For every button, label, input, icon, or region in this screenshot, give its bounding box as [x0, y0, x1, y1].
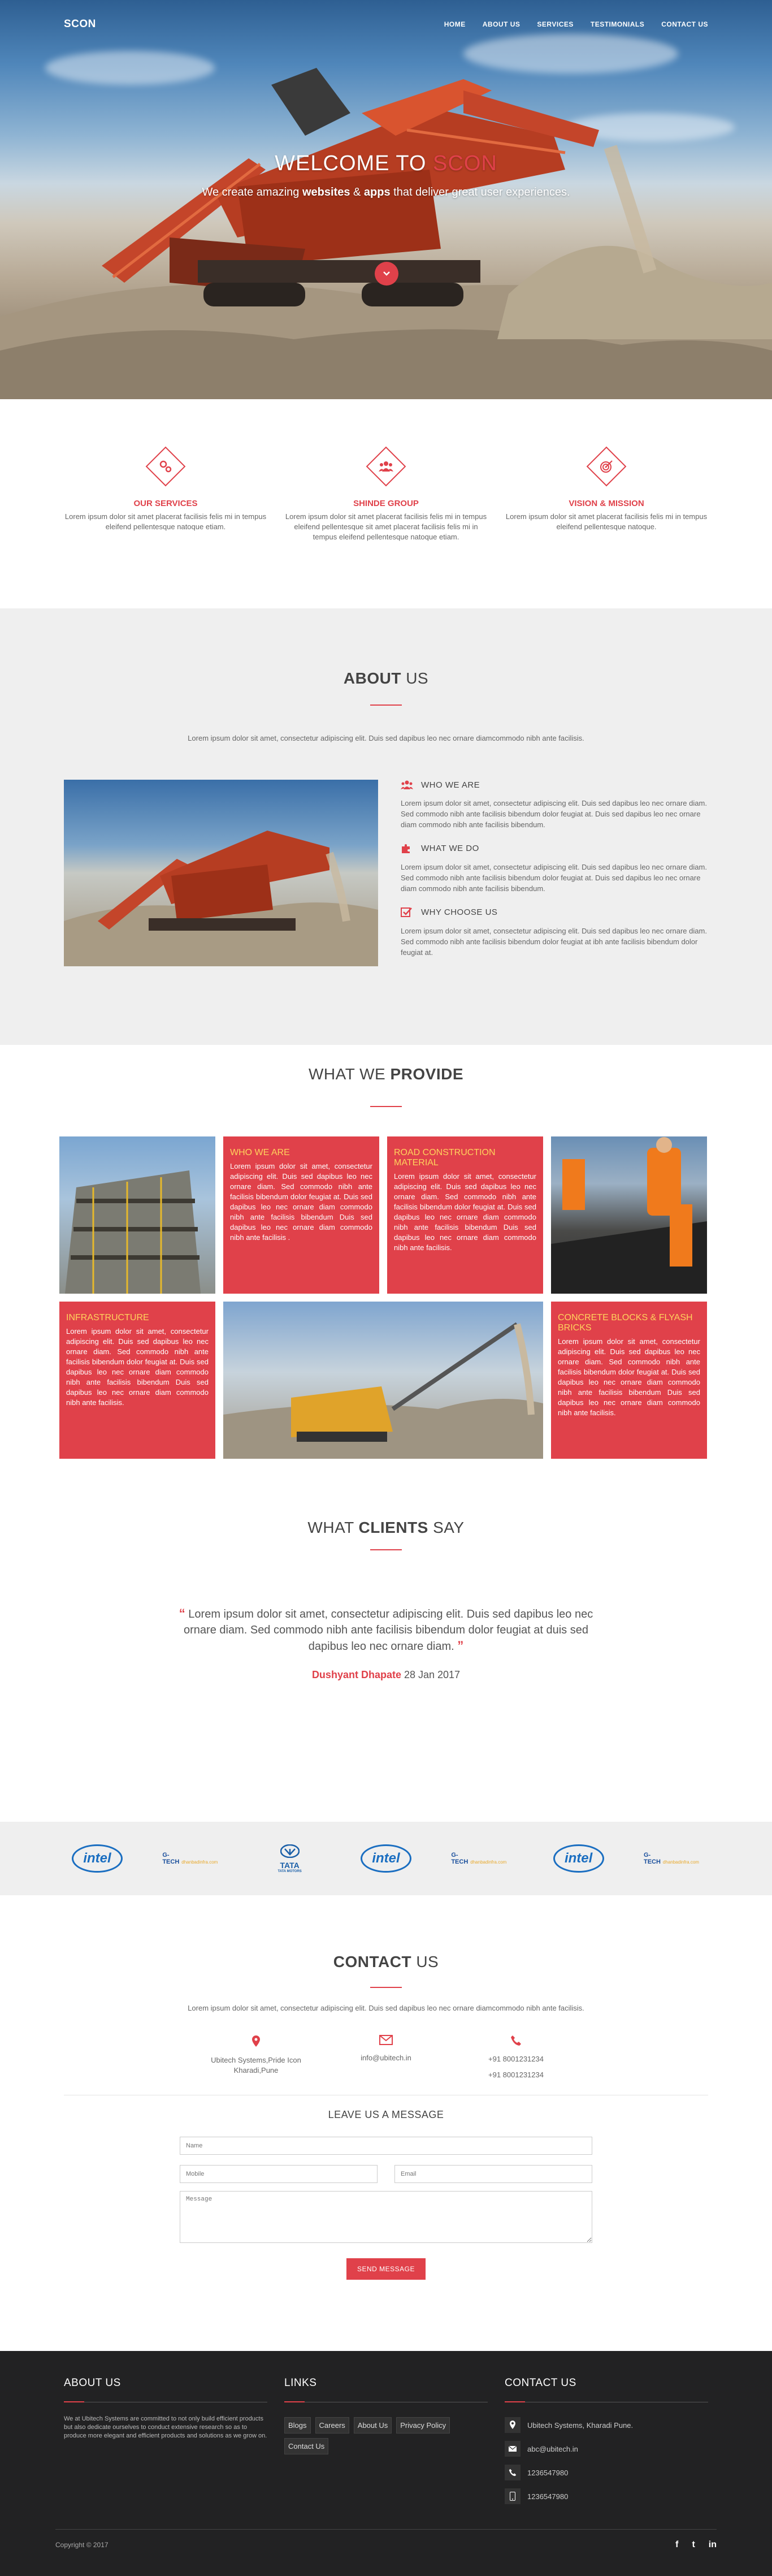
footer-phone: [505, 2465, 708, 2480]
provide-card-who-we-are: [223, 1136, 379, 1294]
contact-form: [180, 2137, 592, 2280]
feature-text: Lorem ipsum dolor sit amet placerat facilisis felis mi in tempus eleifend pellentesque natoque etiam.: [64, 512, 267, 531]
address-line-2: Kharadi,Pune: [233, 2066, 279, 2074]
hero-sub-1: We create amazing: [202, 186, 302, 198]
about-item-text: Lorem ipsum dolor sit amet, consectetur adipiscing elit. Duis sed dapibus leo nec ornare diam. Sed commodo nibh ante facilisis bibendum dolor feugiat at. Duis sed dapibus leo nec ornare diam commodo nibh ante facilisis bibendum.: [401, 799, 707, 829]
provide-card-text: Lorem ipsum dolor sit amet, consectetur adipiscing elit. Duis sed dapibus leo nec ornare diam. Sed commodo nibh ante facilisis bibendum dolor feugiat at. Duis sed dapibus leo nec ornare diam commodo nibh ante facilisis bibendum Duis sed dapibus leo nec ornare diam commodo nibh ante facilisis.: [394, 1172, 536, 1252]
contact-email: [324, 2035, 448, 2080]
author-name: Dushyant Dhapate: [311, 1669, 401, 1680]
footer-links: [284, 2377, 488, 2504]
about-machine-image: [64, 780, 378, 966]
client-logo-intel[interactable]: [66, 1842, 128, 1875]
about-item-who-we-are: [401, 780, 708, 830]
footer-phone-text[interactable]: 1236547980: [527, 2468, 569, 2477]
provide-card-title: INFRASTRUCTURE: [66, 1313, 149, 1322]
hero-subtitle: [0, 186, 772, 199]
provide-card-text: Lorem ipsum dolor sit amet, consectetur adipiscing elit. Duis sed dapibus leo nec ornare diam. Sed commodo nibh ante facilisis bibendum dolor feugiat at. Duis sed dapibus leo nec ornare diam commodo nibh ante facilisis bibendum Duis sed dapibus leo nec ornare diam commodo nibh ante facilisis.: [66, 1327, 209, 1407]
about-item-heading: [401, 780, 708, 790]
map-marker-icon: [509, 2421, 516, 2430]
intel-logo: intel: [361, 1844, 411, 1873]
about-title-rest: US: [401, 669, 429, 687]
feature-title: SHINDE GROUP: [353, 499, 419, 508]
hero-title: [0, 152, 772, 176]
footer-icon-box: [505, 2417, 521, 2433]
message-textarea[interactable]: [180, 2191, 592, 2243]
name-input[interactable]: [180, 2137, 592, 2155]
gtech-logo: [644, 1852, 706, 1865]
puzzle-icon: [401, 842, 412, 854]
hero-section: [0, 0, 772, 399]
nav-contact-us[interactable]: CONTACT US: [661, 20, 708, 28]
provide-section: [0, 1045, 772, 1497]
road-paving-workers-image: [551, 1136, 707, 1294]
hero-title-prefix: WELCOME TO: [275, 152, 433, 175]
gtech-logo: [162, 1852, 224, 1865]
gtech-name: G-TECH: [643, 1852, 661, 1865]
provide-grid: [59, 1136, 713, 1459]
about-item-title: WHAT WE DO: [421, 843, 479, 853]
provide-title-bold: PROVIDE: [390, 1065, 464, 1083]
quote-text: Lorem ipsum dolor sit amet, consectetur adipiscing elit. Duis sed dapibus leo nec ornare diam. Sed commodo nibh ante facilisis bibendum dolor feugiat at duis sed dapibus leo nec ornare diam.: [184, 1608, 593, 1653]
hero-sub-5: that deliver great user experiences.: [390, 186, 570, 198]
provide-card-infrastructure: [59, 1302, 215, 1459]
nav-services[interactable]: SERVICES: [537, 20, 574, 28]
hero-sub-4: apps: [363, 186, 391, 198]
client-logo-gtech[interactable]: [451, 1842, 513, 1875]
contact-title-bold: CONTACT: [333, 1953, 412, 1970]
title-divider: [370, 704, 402, 706]
about-items: [401, 780, 708, 970]
phone-1[interactable]: +91 8001231234: [488, 2055, 544, 2063]
crusher-machine-image: [0, 0, 772, 399]
tata-sub: TATA MOTORS: [277, 1869, 302, 1873]
title-divider: [370, 1106, 402, 1107]
facebook-icon[interactable]: f: [675, 2540, 679, 2549]
footer-icon-box: [505, 2441, 521, 2457]
feature-our-services: [64, 447, 267, 542]
contact-title: [0, 1895, 772, 1971]
tata-emblem-icon: [280, 1844, 300, 1858]
footer-contact: [505, 2377, 708, 2504]
nav-testimonials[interactable]: TESTIMONIALS: [590, 20, 645, 28]
feature-text: Lorem ipsum dolor sit amet placerat facilisis felis mi in tempus eleifend pellentesque natoque.: [505, 512, 708, 531]
client-logo-intel[interactable]: [355, 1842, 417, 1875]
map-marker-icon: [251, 2035, 261, 2047]
hero-title-brand: SCON: [433, 152, 497, 175]
brand-logo[interactable]: SCON: [64, 18, 96, 30]
contact-info: [194, 2035, 578, 2080]
feature-diamond: [146, 447, 185, 486]
email-input[interactable]: [394, 2165, 592, 2183]
provide-card-road-construction: [387, 1136, 543, 1294]
scroll-down-button[interactable]: [375, 262, 398, 286]
features-section: [0, 399, 772, 608]
gtech-sub: dhanbadinfra.com: [662, 1860, 699, 1865]
title-divider: [370, 1549, 402, 1550]
footer-address-text: Ubitech Systems, Kharadi Pune.: [527, 2421, 634, 2430]
contact-subtitle: Lorem ipsum dolor sit amet, consectetur adipiscing elit. Duis sed dapibus leo nec ornare diamcommodo nibh ante facilisis.: [188, 2004, 584, 2012]
building-art: [59, 1136, 215, 1294]
testimonial-title-prefix: WHAT: [307, 1519, 359, 1536]
phone-2[interactable]: +91 8001231234: [488, 2071, 544, 2079]
footer-mobile: [505, 2488, 708, 2504]
users-icon: [379, 459, 393, 474]
building-construction-image: [59, 1136, 215, 1294]
about-title-bold: ABOUT: [343, 669, 401, 687]
footer-link-tags: [284, 2417, 488, 2454]
email-link[interactable]: info@ubitech.in: [361, 2054, 411, 2062]
provide-card-title: CONCRETE BLOCKS & FLYASH BRICKS: [558, 1313, 693, 1333]
check-square-icon: [401, 906, 412, 918]
title-divider: [370, 1987, 402, 1988]
provide-title: [0, 1045, 772, 1083]
testimonial-date: 28 Jan 2017: [401, 1669, 461, 1680]
about-item-title: WHO WE ARE: [421, 780, 480, 790]
social-links: [675, 2540, 717, 2550]
footer-contact-title: CONTACT US: [505, 2377, 708, 2402]
testimonial-author: [0, 1669, 772, 1681]
workers-art: [551, 1136, 707, 1294]
provide-card-concrete-blocks: [551, 1302, 707, 1459]
client-logo-gtech[interactable]: [644, 1842, 706, 1875]
footer-icon-box: [505, 2465, 521, 2480]
about-item-text: Lorem ipsum dolor sit amet, consectetur adipiscing elit. Duis sed dapibus leo nec ornare diam. Sed commodo nibh ante facilisis bibendum dolor feugiat at. Duis sed dapibus leo nec ornare diam commodo nibh ante facilisis bibendum.: [401, 863, 707, 893]
provide-card-title: WHO WE ARE: [230, 1148, 290, 1157]
footer-about-text: We at Ubitech Systems are committed to not only build efficient products but also dedicate ourselves to conduct extensive research so as to produce more elegant and efficient products and solutions as we grow on.: [64, 2415, 267, 2439]
tata-name: TATA: [280, 1860, 300, 1870]
feature-title: OUR SERVICES: [133, 499, 198, 508]
main-menu: [444, 20, 708, 28]
about-item-why-choose-us: [401, 906, 708, 958]
client-logo-intel[interactable]: [548, 1842, 610, 1875]
gtech-name: G-TECH: [451, 1852, 469, 1865]
intel-logo: intel: [553, 1844, 604, 1873]
about-image-art: [64, 780, 378, 966]
provide-title-prefix: WHAT WE: [308, 1065, 391, 1083]
gtech-sub: dhanbadinfra.com: [470, 1860, 507, 1865]
testimonial-quote: [177, 1606, 595, 1654]
testimonial-title: [0, 1497, 772, 1537]
testimonial-title-bold: CLIENTS: [358, 1519, 428, 1536]
twitter-icon[interactable]: t: [692, 2540, 695, 2549]
quote-right-icon: ”: [457, 1639, 464, 1653]
about-item-heading: [401, 906, 708, 918]
testimonial-section: [0, 1497, 772, 1822]
footer-link-blogs[interactable]: Blogs: [284, 2417, 311, 2434]
footer-links-title: LINKS: [284, 2377, 488, 2402]
gtech-name: G-TECH: [162, 1852, 180, 1865]
mobile-input[interactable]: [180, 2165, 378, 2183]
contact-title-rest: US: [411, 1953, 439, 1970]
hero-sub-2: websites: [302, 186, 350, 198]
hero-text: [0, 152, 772, 199]
feature-shinde-group: [284, 447, 488, 542]
gears-icon: [158, 459, 173, 474]
client-logo-gtech[interactable]: [162, 1842, 224, 1875]
envelope-icon: [509, 2446, 517, 2452]
contact-address: [194, 2035, 318, 2080]
footer-address: [505, 2417, 708, 2433]
about-section: [0, 608, 772, 1045]
chevron-down-icon: [382, 269, 391, 278]
nav-home[interactable]: HOME: [444, 20, 466, 28]
feature-title: VISION & MISSION: [569, 499, 644, 508]
footer-about: [64, 2377, 267, 2504]
provide-card-text: Lorem ipsum dolor sit amet, consectetur adipiscing elit. Duis sed dapibus leo nec ornare diam. Sed commodo nibh ante facilisis bibendum dolor feugiat at. Duis sed dapibus leo nec ornare diam commodo nibh ante facilisis bibendum Duis sed dapibus leo nec ornare diam commodo nibh ante facilisis .: [230, 1162, 372, 1242]
phone-icon: [509, 2469, 517, 2476]
gtech-logo: [451, 1852, 513, 1865]
footer-link-careers[interactable]: Careers: [315, 2417, 349, 2434]
about-item-heading: [401, 842, 708, 854]
send-message-button[interactable]: SEND MESSAGE: [346, 2258, 426, 2280]
footer-email: [505, 2441, 708, 2457]
about-item-text: Lorem ipsum dolor sit amet, consectetur adipiscing elit. Duis sed dapibus leo nec ornare diam. Sed commodo nibh ante facilisis bibendum dolor feugiat at ibh ante facilisis bibendum dolor feugiat at.: [401, 927, 707, 957]
copyright-text: Copyright © 2017: [55, 2541, 109, 2549]
intel-logo: intel: [72, 1844, 123, 1873]
provide-card-title: ROAD CONSTRUCTION MATERIAL: [394, 1148, 496, 1168]
clients-strip: [0, 1822, 772, 1895]
hero-sub-3: &: [350, 186, 364, 198]
footer-email-text[interactable]: abc@ubitech.in: [527, 2444, 578, 2453]
footer-link-privacy-policy[interactable]: Privacy Policy: [396, 2417, 450, 2434]
linkedin-icon[interactable]: in: [708, 2540, 717, 2549]
tata-logo: [277, 1844, 301, 1873]
client-logo-tata[interactable]: [259, 1842, 321, 1875]
about-subtitle: Lorem ipsum dolor sit amet, consectetur adipiscing elit. Duis sed dapibus leo nec ornare diamcommodo nibh ante facilisis.: [188, 734, 584, 742]
address-line-1: Ubitech Systems,Pride Icon: [211, 2056, 301, 2064]
footer-link-contact-us[interactable]: Contact Us: [284, 2438, 328, 2454]
nav-about-us[interactable]: ABOUT US: [482, 20, 521, 28]
feature-vision-mission: [505, 447, 708, 542]
leave-message-title: LEAVE US A MESSAGE: [328, 2109, 444, 2120]
testimonial-title-suffix: SAY: [428, 1519, 465, 1536]
feature-text: Lorem ipsum dolor sit amet placerat facilisis felis mi in tempus eleifend pellentesque sit amet placerat facilisis felis mi in tempus eleifend pellentesque natoque etiam.: [285, 512, 487, 541]
feature-diamond: [366, 447, 406, 486]
quote-left-icon: “: [179, 1606, 185, 1620]
feature-diamond: [587, 447, 626, 486]
footer: [0, 2351, 772, 2576]
target-icon: [599, 459, 614, 474]
provide-card-text: Lorem ipsum dolor sit amet, consectetur adipiscing elit. Duis sed dapibus leo nec ornare diam. Sed commodo nibh ante facilisis bibendum dolor feugiat at. Duis sed dapibus leo nec ornare diam commodo nibh ante facilisis bibendum Duis sed dapibus leo nec ornare diam commodo nibh ante facilisis.: [558, 1337, 700, 1417]
mobile-phone-icon: [510, 2492, 515, 2501]
footer-bottom-bar: [55, 2529, 717, 2550]
gtech-sub: dhanbadinfra.com: [181, 1860, 218, 1865]
footer-about-title: ABOUT US: [64, 2377, 267, 2402]
footer-icon-box: [505, 2488, 521, 2504]
quarry-conveyor-image: [223, 1302, 543, 1459]
users-icon: [401, 780, 413, 790]
contact-section: [0, 1895, 772, 2351]
about-title: [64, 608, 708, 688]
footer-link-about-us[interactable]: About Us: [354, 2417, 392, 2434]
phone-icon: [510, 2035, 522, 2046]
contact-phone: [454, 2035, 578, 2080]
conveyor-art: [223, 1302, 543, 1459]
about-item-title: WHY CHOOSE US: [421, 907, 498, 917]
about-item-what-we-do: [401, 842, 708, 894]
top-navbar: [0, 0, 772, 49]
envelope-icon: [379, 2035, 393, 2045]
footer-mobile-text[interactable]: 1236547980: [527, 2492, 569, 2501]
